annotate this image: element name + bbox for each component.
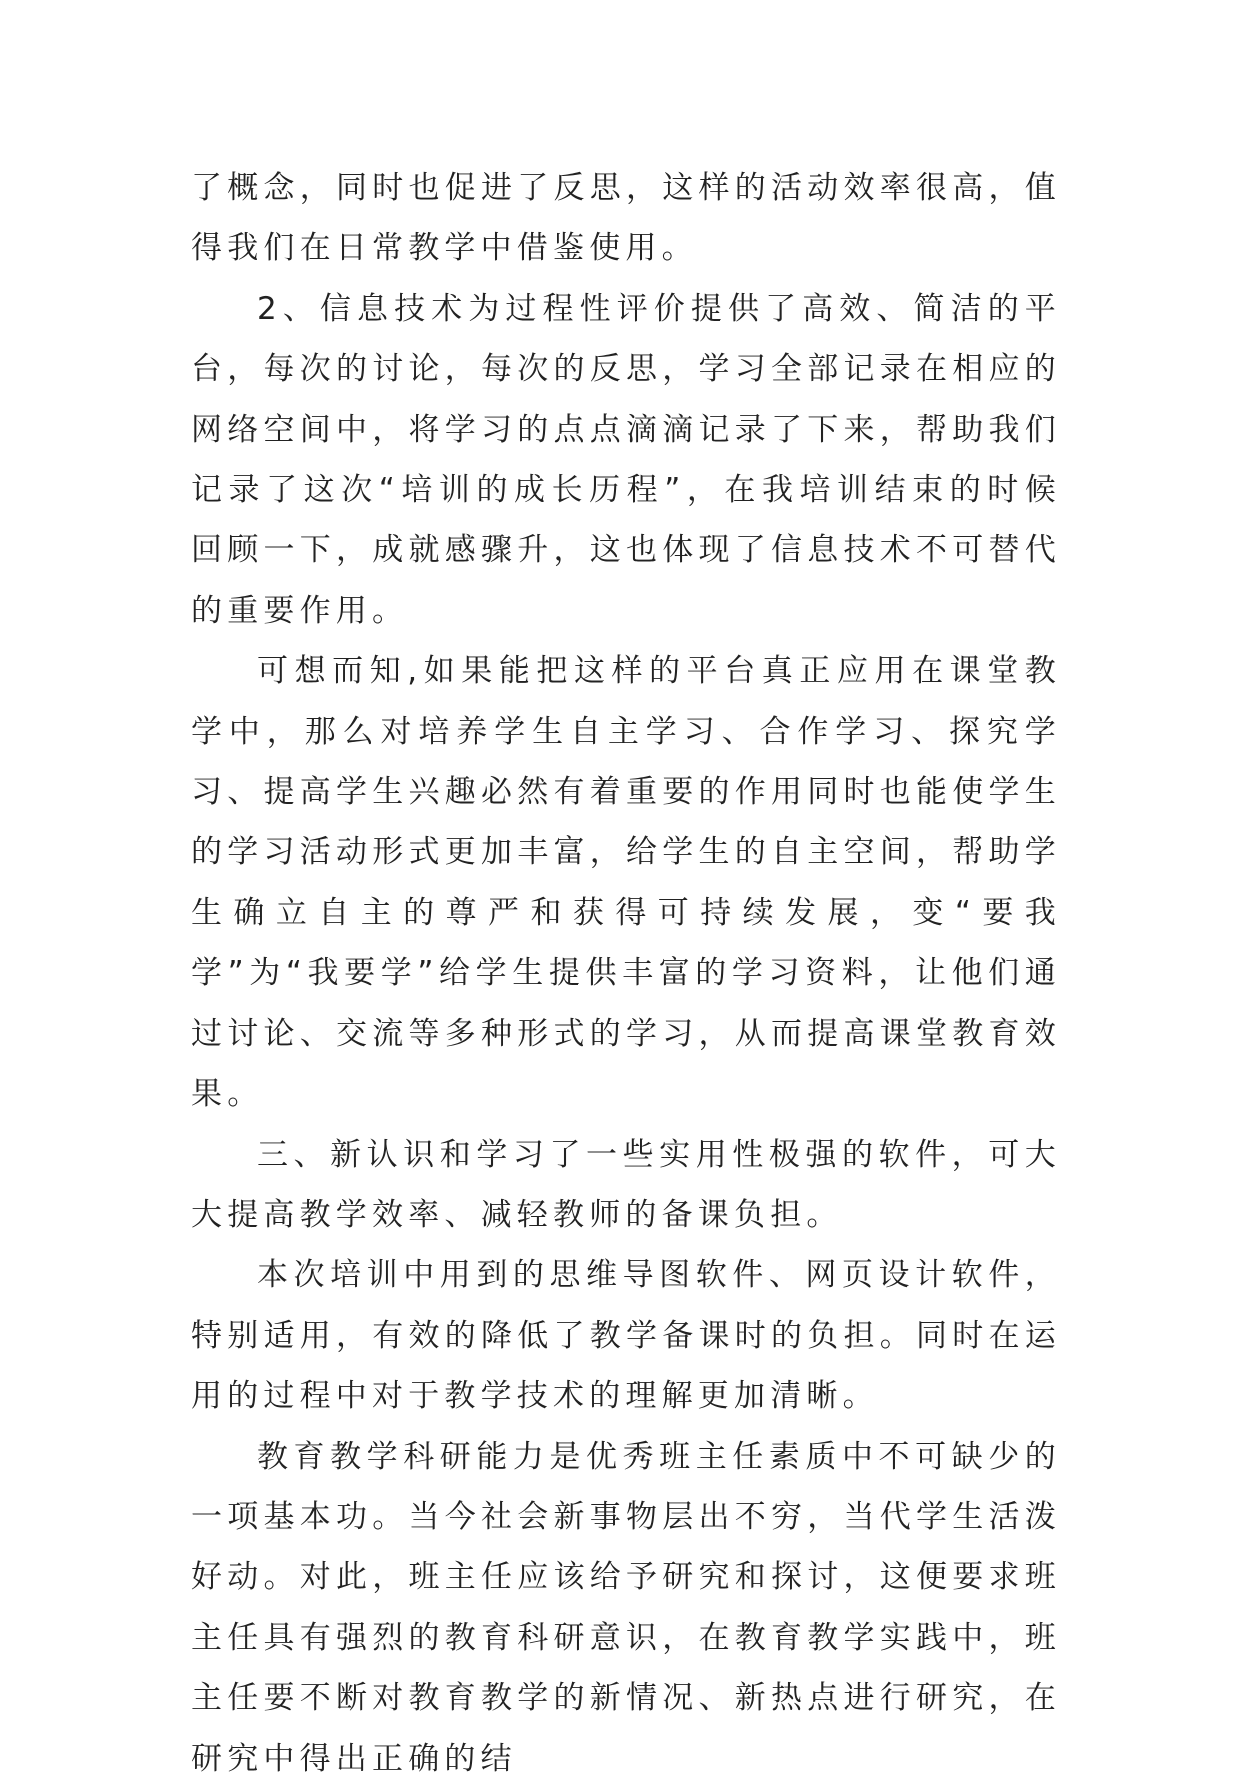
- paragraph-section-three-heading: 三、新认识和学习了一些实用性极强的软件，可大大提高教学效率、减轻教师的备课负担。: [191, 1136, 1061, 1233]
- paragraph-platform-application: 可想而知,如果能把这样的平台真正应用在课堂教学中，那么对培养学生自主学习、合作学习、探究学习、提高学生兴趣必然有着重要的作用同时也能使学生的学习活动形式更加丰富，给学生的自主空间，帮助学生确立自主的尊严和获得可持续发展，变“要我学”为“我要学”给学生提供丰富的学习资料，让他们通过讨论、交流等多种形式的学习，从而提高课堂教育效果。: [191, 653, 1061, 1113]
- document-body: [191, 158, 1061, 1789]
- paragraph-software-usage: 本次培训中用到的思维导图软件、网页设计软件，特别适用，有效的降低了教学备课时的负担。同时在运用的过程中对于教学技术的理解更加清晰。: [191, 1257, 1061, 1415]
- paragraph-research-ability: 教育教学科研能力是优秀班主任素质中不可缺少的一项基本功。当今社会新事物层出不穷，当代学生活泼好动。对此，班主任应该给予研究和探讨，这便要求班主任具有强烈的教育科研意识，在教育教学实践中，班主任要不断对教育教学的新情况、新热点进行研究，在研究中得出正确的结: [191, 1438, 1061, 1777]
- paragraph-info-tech-evaluation: 2、信息技术为过程性评价提供了高效、简洁的平台，每次的讨论，每次的反思，学习全部记录在相应的网络空间中，将学习的点点滴滴记录了下来，帮助我们记录了这次“培训的成长历程”，在我培训结束的时候回顾一下，成就感骤升，这也体现了信息技术不可替代的重要作用。: [191, 290, 1061, 629]
- paragraph-continuation: 了概念，同时也促进了反思，这样的活动效率很高，值得我们在日常教学中借鉴使用。: [191, 170, 1061, 267]
